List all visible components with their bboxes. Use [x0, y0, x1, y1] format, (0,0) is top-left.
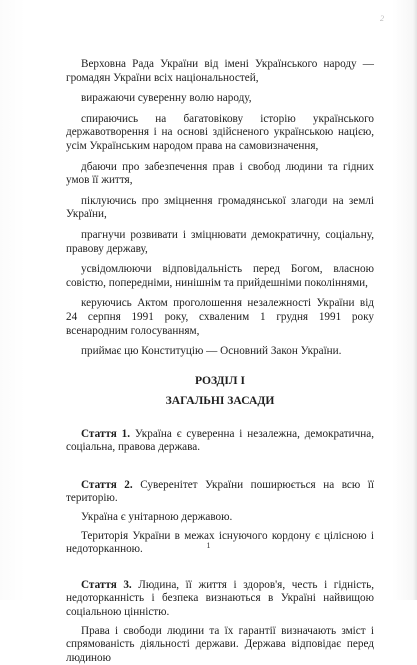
preamble-paragraph: усвідомлюючи відповідальність перед Богом, власною совістю, попередніми, нинішнім та прийдешніми поколіннями,	[66, 263, 374, 289]
document-body	[66, 58, 374, 665]
section-title: РОЗДІЛ І	[195, 373, 245, 387]
preamble-paragraph: дбаючи про забезпечення прав і свобод людини та гідних умов її життя,	[66, 160, 374, 187]
article-paragraph: Права і свободи людини та їх гарантії визначають зміст і спрямованість діяльності держави. Держава відповідає перед людиною	[66, 624, 374, 664]
section-subtitle: ЗАГАЛЬНІ ЗАСАДИ	[165, 393, 275, 407]
preamble-paragraph: спираючись на багатовікову історію українського державотворення і на основі здійсненого українською нацією, усім Українським народом права на самовизначення,	[66, 112, 374, 152]
preamble-paragraph: керуючись Актом проголошення незалежності України від 24 серпня 1991 року, схваленим 1 грудня 1991 року всенародним голосуванням,	[66, 297, 374, 337]
article-label: Стаття 1.	[81, 427, 131, 440]
preamble-paragraph: виражаючи суверенну волю народу,	[81, 92, 252, 105]
article-label: Стаття 3.	[81, 578, 132, 591]
corner-pencil-mark: 2	[380, 14, 384, 23]
article-2	[66, 479, 374, 506]
article-text: Суверенітет України поширюється на всю її територію.	[66, 478, 374, 505]
page-number: 1	[206, 541, 211, 550]
preamble-paragraph: прагнучи розвивати і зміцнювати демократичну, соціальну, правову державу,	[66, 228, 374, 255]
article-label: Стаття 2.	[81, 478, 133, 491]
page-edge-shadow	[413, 0, 417, 600]
article-text: Україна є суверенна і незалежна, демократична, соціальна, правова держава.	[66, 427, 375, 454]
article-1	[66, 428, 374, 455]
article-paragraph: Територія України в межах існуючого кордону є цілісною і недоторканною.	[66, 529, 374, 556]
preamble-paragraph: Верховна Рада України від імені Українського народу — громадян України всіх національностей,	[66, 58, 374, 84]
preamble-paragraph: приймає цю Конституцію — Основний Закон України.	[81, 345, 342, 358]
preamble-paragraph: піклуючись про зміцнення громадянської злагоди на землі України,	[66, 194, 374, 221]
article-text: Людина, її життя і здоров'я, честь і гідність, недоторканність і безпека визнаються в Україні найвищою соціальною цінністю.	[66, 578, 375, 619]
article-3	[66, 579, 374, 620]
article-paragraph: Україна є унітарною державою.	[81, 511, 233, 524]
